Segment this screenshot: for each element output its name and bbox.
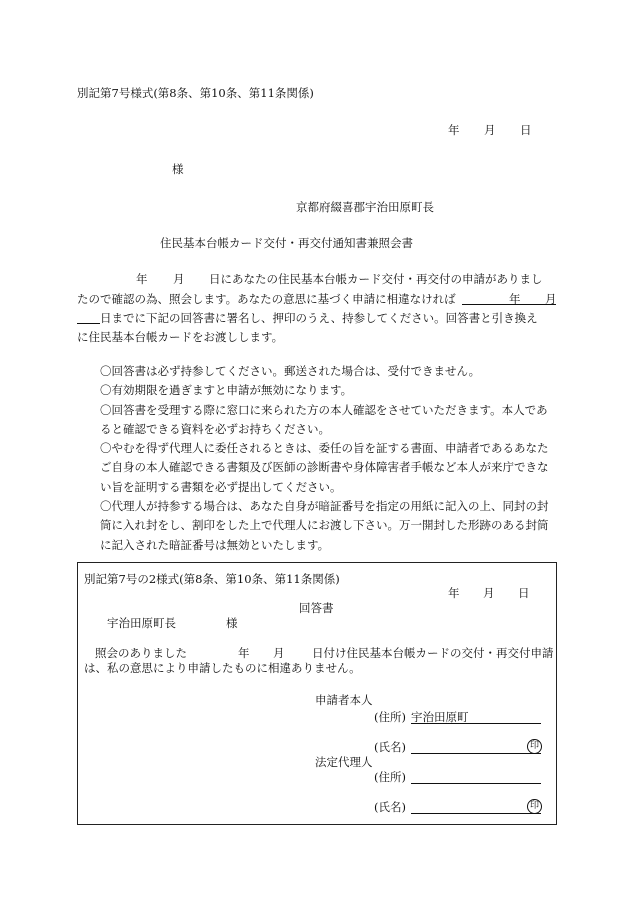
- reply-addressee: 宇治田原町長: [107, 616, 176, 630]
- date-month: 月: [484, 123, 496, 137]
- agent-seal: 印: [527, 799, 542, 814]
- applicant-address-label: (住所): [374, 710, 406, 724]
- agent-heading: 法定代理人: [315, 755, 373, 769]
- document-title: 住民基本台帳カード交付・再交付通知書兼照会書: [160, 236, 413, 250]
- reply-date-year: 年: [448, 586, 460, 600]
- body-year: 年: [136, 272, 148, 286]
- body-line1: 日にあなたの住民基本台帳カード交付・再交付の申請がありまし: [209, 272, 543, 286]
- date-year: 年: [448, 123, 460, 137]
- deadline-year: 年: [509, 292, 521, 306]
- applicant-heading: 申請者本人: [315, 693, 373, 707]
- statement-part1: 照会のありました: [95, 646, 187, 660]
- reply-form-title: 回答書: [299, 601, 334, 615]
- body-line4: に住民基本台帳カードをお渡しします。: [77, 330, 284, 344]
- body-line2: たので確認の為、照会します。あなたの意思に基づく申請に相違なければ: [77, 292, 456, 306]
- applicant-address-value: 宇治田原町: [411, 710, 469, 724]
- deadline-month: 月: [545, 292, 557, 306]
- reply-date-day: 日: [518, 586, 530, 600]
- note-item: 〇有効期限を過ぎますと申請が無効になります。: [100, 383, 353, 398]
- applicant-name-line[interactable]: [411, 753, 541, 754]
- body-line3: 日までに下記の回答書に署名し、押印のうえ、持参してください。回答書と引き換え: [100, 311, 538, 325]
- notes-list: [100, 362, 555, 555]
- agent-name-line[interactable]: [411, 813, 541, 814]
- agent-address-label: (住所): [374, 770, 406, 784]
- body-month: 月: [173, 272, 185, 286]
- reply-form-header: 別記第7号の2様式(第8条、第10条、第11条関係): [84, 572, 340, 586]
- note-item: 〇やむを得ず代理人に委任されるときは、委任の旨を証する書面、申請者であるあなたご自身の本人確認できる書類及び医師の診断書や身体障害者手帳など本人が来庁できない旨を証明する書類を必ず提出してください。: [100, 441, 549, 494]
- reply-addressee-suffix: 様: [226, 616, 238, 630]
- form-header: 別記第7号様式(第8条、第10条、第11条関係): [77, 86, 314, 100]
- note-item: 〇代理人が持参する場合は、あなた自身が暗証番号を指定の用紙に記入の上、同封の封筒に入れ封をし、割印をした上で代理人にお渡し下さい。万一開封した形跡のある封筒に記入された暗証番号は無効といたします。: [100, 499, 549, 552]
- agent-name-label: (氏名): [374, 800, 406, 814]
- note-item: 〇回答書を受理する際に窓口に来られた方の本人確認をさせていただきます。本人であると確認できる資料を必ずお持ちください。: [100, 402, 548, 436]
- statement-month: 月: [273, 646, 285, 660]
- reply-form: [77, 562, 557, 825]
- applicant-name-label: (氏名): [374, 740, 406, 754]
- reply-date-month: 月: [483, 586, 495, 600]
- agent-address-line[interactable]: [411, 783, 541, 784]
- issuer: 京都府綴喜郡宇治田原町長: [296, 200, 434, 214]
- statement-year: 年: [238, 646, 250, 660]
- date-day: 日: [520, 123, 532, 137]
- applicant-seal: 印: [527, 739, 542, 754]
- addressee-suffix: 様: [172, 162, 184, 176]
- deadline-day-underline: [77, 323, 100, 324]
- applicant-address-line[interactable]: [411, 723, 541, 724]
- statement-line2: は、私の意思により申請したものに相違ありません。: [84, 661, 361, 675]
- note-item: 〇回答書は必ず持参してください。郵送された場合は、受付できません。: [100, 364, 481, 378]
- statement-part2: 日付け住民基本台帳カードの交付・再交付申請: [312, 646, 554, 660]
